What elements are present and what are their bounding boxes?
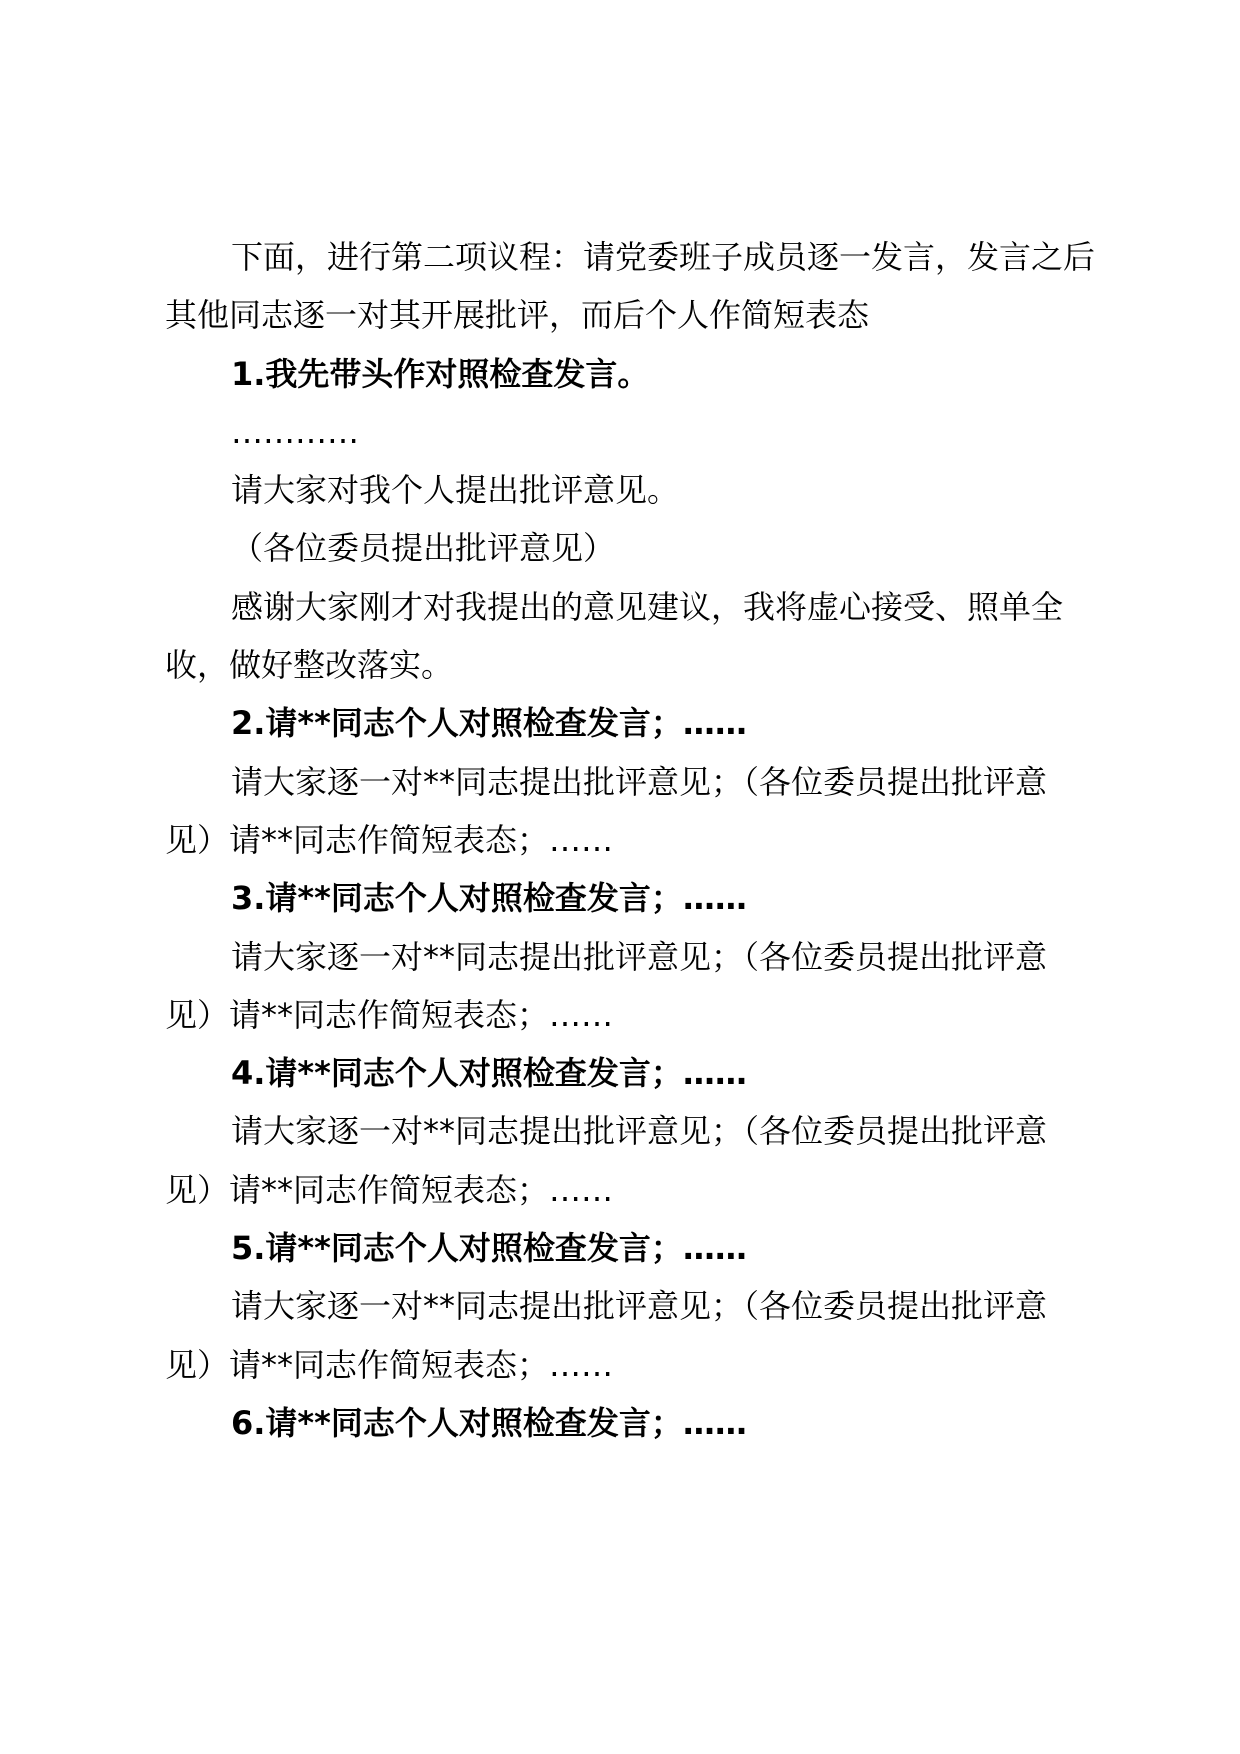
ellipsis-paragraph: ………… (231, 412, 359, 451)
request-criticism-paragraph: 请大家对我个人提出批评意见。 (231, 471, 680, 510)
members-criticism-note: （各位委员提出批评意见） (231, 529, 616, 568)
item-heading-4: 4.请**同志个人对照检查发言；…… (231, 1054, 747, 1093)
item-heading-3: 3.请**同志个人对照检查发言；…… (231, 879, 747, 918)
item-heading-2: 2.请**同志个人对照检查发言；…… (231, 704, 747, 743)
item-body-3: 请大家逐一对**同志提出批评意见；（各位委员提出批评意见）请**同志作简短表态；…… (165, 937, 1048, 1034)
item-heading-5: 5.请**同志个人对照检查发言；…… (231, 1229, 747, 1268)
thanks-paragraph: 感谢大家刚才对我提出的意见建议，我将虚心接受、照单全收，做好整改落实。 (165, 587, 1064, 685)
item-heading-1: 1.我先带头作对照检查发言。 (231, 354, 650, 393)
item-body-4: 请大家逐一对**同志提出批评意见；（各位委员提出批评意见）请**同志作简短表态；…… (165, 1112, 1048, 1209)
item-body-2: 请大家逐一对**同志提出批评意见；（各位委员提出批评意见）请**同志作简短表态；…… (165, 762, 1048, 859)
intro-paragraph: 下面，进行第二项议程：请党委班子成员逐一发言，发言之后其他同志逐一对其开展批评，而后个人作简短表态 (165, 238, 1096, 335)
item-body-5: 请大家逐一对**同志提出批评意见；（各位委员提出批评意见）请**同志作简短表态；…… (165, 1287, 1048, 1384)
document-body (165, 228, 1095, 1452)
item-heading-6: 6.请**同志个人对照检查发言；…… (231, 1403, 747, 1442)
